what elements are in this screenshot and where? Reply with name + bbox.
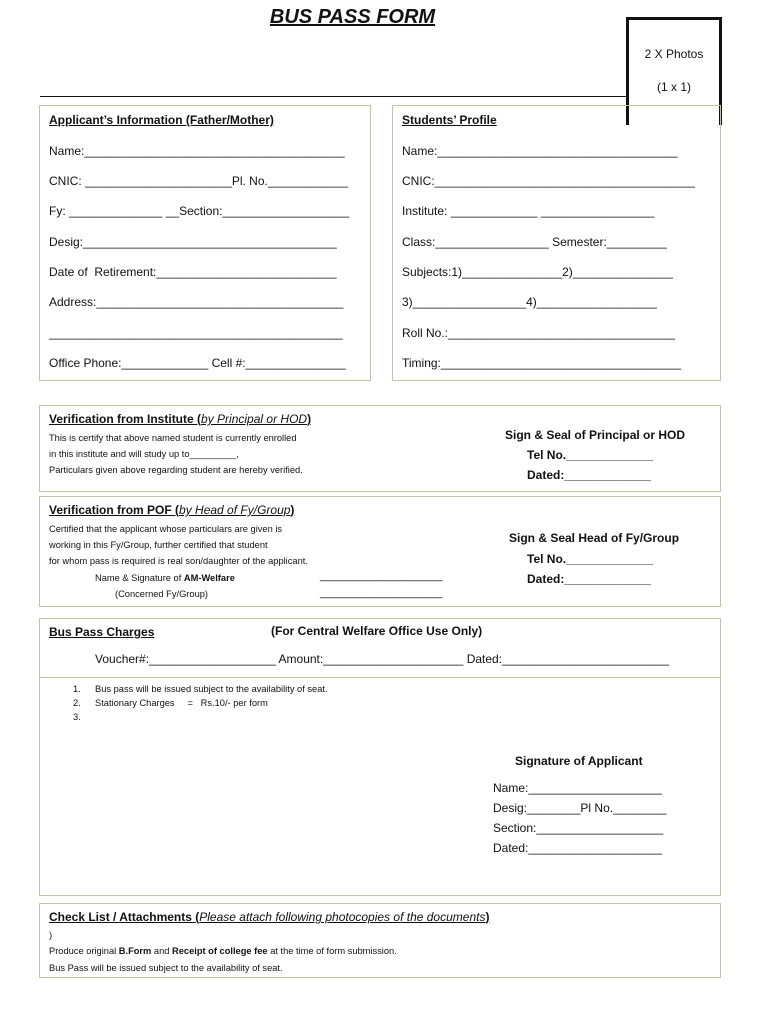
pof-heading-text: Verification from POF xyxy=(49,503,176,517)
note-1-number: 1. xyxy=(73,684,81,694)
checklist-produce-line xyxy=(49,946,397,956)
principal-tel-field[interactable]: Tel No._____________ xyxy=(527,448,653,462)
produce-text-e: at the time of form submission. xyxy=(267,946,397,956)
institute-text-line-3: Particulars given above regarding student are hereby verified. xyxy=(49,465,303,475)
photo-size-label: (1 x 1) xyxy=(656,80,691,94)
student-name-field[interactable]: Name:____________________________________ xyxy=(402,144,678,158)
pof-text-line-2: working in this Fy/Group, further certified that student xyxy=(49,540,268,550)
applicant-name-field[interactable]: Name:_______________________________________ xyxy=(49,144,345,158)
institute-heading-text: Verification from Institute xyxy=(49,412,198,426)
bus-pass-charges-box xyxy=(39,618,721,678)
note-3-number: 3. xyxy=(73,712,81,722)
am-welfare-name-blank[interactable]: ____________________ xyxy=(320,570,443,582)
am-welfare-bold: AM-Welfare xyxy=(183,573,235,583)
am-welfare-label xyxy=(95,573,235,583)
student-heading: Students’ Profile xyxy=(402,113,497,127)
checklist-heading: Check List / Attachments (Please attach following photocopies of the documents) xyxy=(49,910,490,924)
pof-heading-by: by Head of Fy/Group xyxy=(179,503,291,517)
am-welfare-prefix: Name & Signature of xyxy=(95,573,184,583)
note-1-text: Bus pass will be issued subject to the availability of seat. xyxy=(95,684,328,694)
applicant-phone-field[interactable]: Office Phone:_____________ Cell #:_______________ xyxy=(49,356,346,370)
produce-bform: B.Form xyxy=(118,946,152,956)
checklist-note: Please attach following photocopies of the documents xyxy=(199,910,486,924)
applicant-address-field[interactable]: Address:_____________________________________ xyxy=(49,295,344,309)
title-rule xyxy=(40,96,628,97)
applicant-info-box xyxy=(39,105,371,381)
institute-verification-box xyxy=(39,405,721,492)
applicant-sign-desig-field[interactable]: Desig:________Pl No.________ xyxy=(493,801,667,815)
head-fy-tel-field[interactable]: Tel No._____________ xyxy=(527,552,653,566)
principal-dated-field[interactable]: Dated:_____________ xyxy=(527,468,652,482)
applicant-sign-section-field[interactable]: Section:___________________ xyxy=(493,821,664,835)
student-institute-field[interactable]: Institute: _____________ _________________ xyxy=(402,204,655,218)
checklist-heading-text: Check List / Attachments xyxy=(49,910,196,924)
applicant-retirement-field[interactable]: Date of Retirement:___________________________ xyxy=(49,265,337,279)
checklist-paren: ) xyxy=(49,930,53,940)
am-welfare-signature-blank[interactable]: ____________________ xyxy=(320,587,443,599)
student-rollno-field[interactable]: Roll No.:__________________________________ xyxy=(402,326,675,340)
charges-fields[interactable]: Voucher#:___________________ Amount:_____________________ Dated:_________________________ xyxy=(95,652,669,666)
head-fy-dated-field[interactable]: Dated:_____________ xyxy=(527,572,652,586)
student-cnic-field[interactable]: CNIC:_______________________________________ xyxy=(402,174,695,188)
applicant-desig-field[interactable]: Desig:______________________________________ xyxy=(49,235,337,249)
principal-sign-title: Sign & Seal of Principal or HOD xyxy=(505,428,686,442)
produce-text-c: and xyxy=(151,946,173,956)
form-title: BUS PASS FORM xyxy=(269,6,436,28)
checklist-last-line: Bus Pass will be issued subject to the availability of seat. xyxy=(49,963,283,973)
produce-text-a: Produce original xyxy=(49,946,119,956)
photo-count-label: 2 X Photos xyxy=(644,47,704,61)
student-subjects-field[interactable]: Subjects:1)_______________2)_______________ xyxy=(402,265,673,279)
student-profile-box xyxy=(392,105,721,381)
institute-text-line-2: in this institute and will study up to_________, xyxy=(49,449,239,459)
applicant-heading: Applicant’s Information (Father/Mother) xyxy=(49,113,274,127)
produce-receipt: Receipt of college fee xyxy=(172,946,268,956)
pof-text-line-3: for whom pass is required is real son/daughter of the applicant. xyxy=(49,556,308,566)
head-fy-sign-title: Sign & Seal Head of Fy/Group xyxy=(509,531,680,545)
student-class-field[interactable]: Class:_________________ Semester:_________ xyxy=(402,235,667,249)
applicant-fy-section-field[interactable]: Fy: ______________ __Section:___________________ xyxy=(49,204,350,218)
institute-text-line-1: This is certify that above named student is currently enrolled xyxy=(49,433,297,443)
checklist-box xyxy=(39,903,721,978)
notes-signature-box xyxy=(39,677,721,896)
applicant-sign-dated-field[interactable]: Dated:____________________ xyxy=(493,841,662,855)
student-subjects-field-2[interactable]: 3)_________________4)__________________ xyxy=(402,295,657,309)
applicant-sign-name-field[interactable]: Name:____________________ xyxy=(493,781,662,795)
pof-text-line-1: Certified that the applicant whose particulars are given is xyxy=(49,524,283,534)
institute-verification-heading: Verification from Institute (by Principal or HOD) xyxy=(49,412,312,426)
concerned-group-label: (Concerned Fy/Group) xyxy=(115,589,209,599)
applicant-signature-title: Signature of Applicant xyxy=(515,754,643,768)
pof-verification-box xyxy=(39,496,721,607)
note-2-text: Stationary Charges = Rs.10/- per form xyxy=(95,698,268,708)
office-use-label: (For Central Welfare Office Use Only) xyxy=(271,624,483,638)
institute-heading-by: by Principal or HOD xyxy=(201,412,308,426)
charges-heading: Bus Pass Charges xyxy=(49,625,155,639)
applicant-address-field-2[interactable]: ____________________________________________ xyxy=(49,326,343,340)
pof-verification-heading: Verification from POF (by Head of Fy/Group) xyxy=(49,503,295,517)
note-2-number: 2. xyxy=(73,698,81,708)
applicant-cnic-field[interactable]: CNIC: ______________________Pl. No.____________ xyxy=(49,174,348,188)
student-timing-field[interactable]: Timing:____________________________________ xyxy=(402,356,682,370)
